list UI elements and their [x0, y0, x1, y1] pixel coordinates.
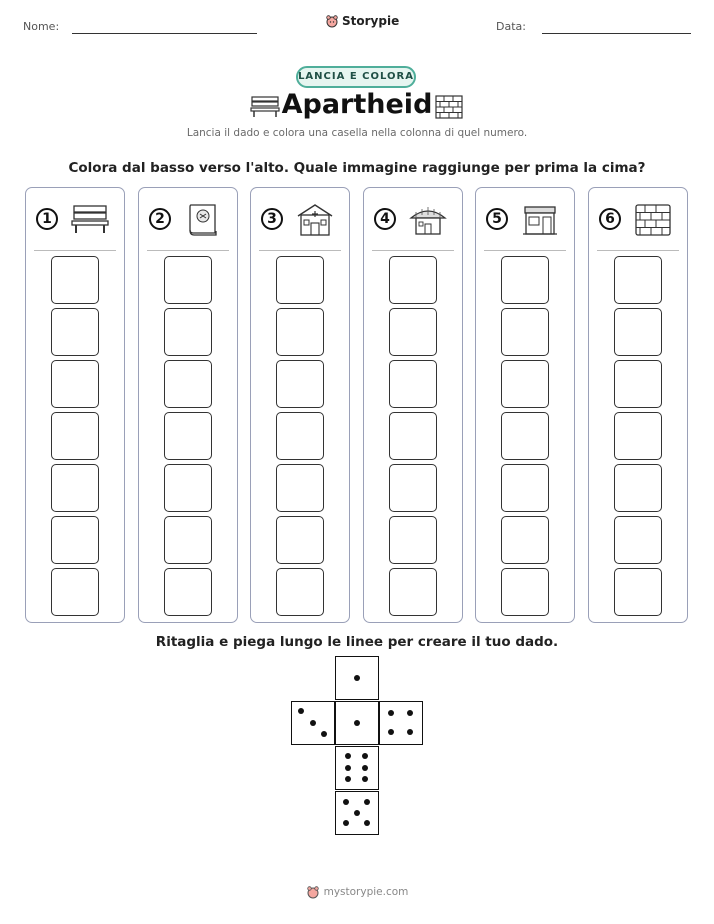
die-face-1	[335, 701, 379, 745]
die-face-3	[291, 701, 335, 745]
color-cell[interactable]	[501, 464, 549, 512]
color-cell[interactable]	[501, 568, 549, 616]
color-cell[interactable]	[389, 464, 437, 512]
name-line[interactable]	[72, 33, 257, 34]
color-cell[interactable]	[51, 256, 99, 304]
die-pip	[388, 710, 394, 716]
column-header	[251, 188, 349, 250]
die-pip	[343, 820, 349, 826]
color-cell[interactable]	[51, 360, 99, 408]
color-cell[interactable]	[276, 568, 324, 616]
column-6	[588, 187, 688, 623]
color-cell[interactable]	[51, 412, 99, 460]
column-number: 2	[149, 208, 171, 230]
color-cell[interactable]	[276, 308, 324, 356]
color-cell[interactable]	[276, 360, 324, 408]
color-cell[interactable]	[389, 568, 437, 616]
color-cell[interactable]	[276, 516, 324, 564]
color-cell[interactable]	[614, 308, 662, 356]
die-pip	[354, 720, 360, 726]
brick-wall-icon	[633, 202, 673, 238]
color-cell[interactable]	[389, 516, 437, 564]
die-pip	[354, 810, 360, 816]
color-cell[interactable]	[614, 464, 662, 512]
column-number: 1	[36, 208, 58, 230]
hut-icon	[408, 202, 448, 238]
color-cell[interactable]	[501, 308, 549, 356]
column-4	[363, 187, 463, 623]
color-cell[interactable]	[51, 308, 99, 356]
column-divider	[34, 250, 116, 251]
color-cell[interactable]	[614, 412, 662, 460]
die-instruction: Ritaglia e piega lungo le linee per creare il tuo dado.	[155, 634, 559, 650]
page-subtitle: Lancia il dado e colora una casella nella colonna di quel numero.	[186, 127, 528, 139]
color-cell[interactable]	[164, 568, 212, 616]
die-pip	[298, 708, 304, 714]
column-divider	[372, 250, 454, 251]
die-pip	[388, 729, 394, 735]
die-pip	[345, 776, 351, 782]
color-cell[interactable]	[614, 256, 662, 304]
color-cell[interactable]	[164, 464, 212, 512]
die-pip	[343, 799, 349, 805]
die-face-1	[335, 656, 379, 700]
color-cell[interactable]	[614, 360, 662, 408]
die-pip	[362, 776, 368, 782]
color-cell[interactable]	[501, 516, 549, 564]
color-cell[interactable]	[276, 256, 324, 304]
column-1	[25, 187, 125, 623]
color-cell[interactable]	[501, 256, 549, 304]
color-cell[interactable]	[51, 516, 99, 564]
coloring-instruction: Colora dal basso verso l'alto. Quale immagine raggiunge per prima la cima?	[68, 160, 646, 176]
column-number: 4	[374, 208, 396, 230]
color-cell[interactable]	[389, 412, 437, 460]
brand-logo	[325, 14, 399, 28]
column-divider	[597, 250, 679, 251]
die-pip	[310, 720, 316, 726]
pie-mascot-icon	[306, 885, 320, 899]
color-cell[interactable]	[614, 568, 662, 616]
color-cell[interactable]	[164, 412, 212, 460]
bench-icon	[70, 202, 110, 236]
die-pip	[407, 729, 413, 735]
color-cell[interactable]	[389, 256, 437, 304]
column-header	[589, 188, 687, 250]
die-face-5	[335, 791, 379, 835]
footer	[0, 885, 714, 899]
clinic-icon	[295, 202, 335, 238]
date-line[interactable]	[542, 33, 691, 34]
column-5	[475, 187, 575, 623]
die-pip	[362, 765, 368, 771]
column-number: 3	[261, 208, 283, 230]
page-title: Apartheid	[281, 89, 433, 120]
color-cell[interactable]	[276, 412, 324, 460]
column-header	[364, 188, 462, 250]
color-cell[interactable]	[164, 308, 212, 356]
die-pip	[345, 753, 351, 759]
activity-badge: LANCIA E COLORA	[296, 66, 416, 88]
color-cell[interactable]	[614, 516, 662, 564]
color-cell[interactable]	[51, 568, 99, 616]
color-cell[interactable]	[501, 360, 549, 408]
color-cell[interactable]	[389, 360, 437, 408]
color-cell[interactable]	[276, 464, 324, 512]
die-pip	[354, 675, 360, 681]
book-icon	[183, 202, 223, 238]
column-divider	[259, 250, 341, 251]
die-pip	[321, 731, 327, 737]
column-header	[139, 188, 237, 250]
bench-icon	[250, 96, 280, 118]
footer-url: mystorypie.com	[323, 886, 409, 898]
color-cell[interactable]	[501, 412, 549, 460]
color-cell[interactable]	[164, 516, 212, 564]
die-pip	[364, 799, 370, 805]
die-pip	[362, 753, 368, 759]
color-cell[interactable]	[164, 256, 212, 304]
die-pip	[345, 765, 351, 771]
column-2	[138, 187, 238, 623]
column-number: 5	[486, 208, 508, 230]
color-cell[interactable]	[389, 308, 437, 356]
name-label: Nome:	[23, 20, 60, 33]
die-face-6	[335, 746, 379, 790]
die-pip	[364, 820, 370, 826]
color-cell[interactable]	[164, 360, 212, 408]
column-divider	[147, 250, 229, 251]
die-face-4	[379, 701, 423, 745]
brick-wall-icon	[435, 95, 463, 119]
color-cell[interactable]	[51, 464, 99, 512]
column-header	[26, 188, 124, 250]
die-pip	[407, 710, 413, 716]
column-3	[250, 187, 350, 623]
brand-name: Storypie	[342, 14, 400, 28]
column-divider	[484, 250, 566, 251]
column-number: 6	[599, 208, 621, 230]
shop-icon	[520, 202, 560, 238]
date-label: Data:	[496, 20, 526, 33]
pie-mascot-icon	[325, 14, 339, 28]
column-header	[476, 188, 574, 250]
